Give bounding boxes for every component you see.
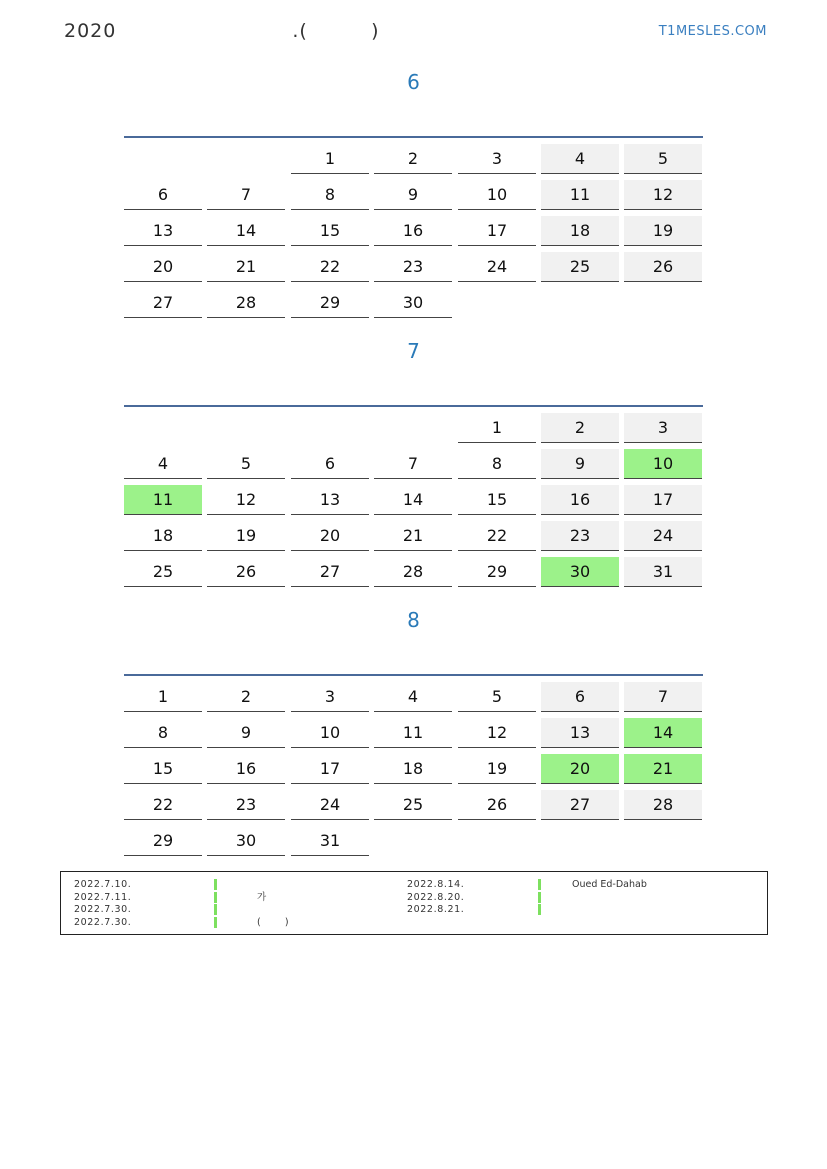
day-cell: 3 <box>458 144 536 174</box>
holiday-notes-box <box>60 871 768 935</box>
day-cell: 11 <box>541 180 619 210</box>
day-cell: 4 <box>541 144 619 174</box>
day-cell: 7 <box>624 682 702 712</box>
day-cell: 17 <box>624 485 702 515</box>
day-cell: 29 <box>291 288 369 318</box>
holiday-note-row <box>407 891 707 904</box>
day-cell: 26 <box>458 790 536 820</box>
holiday-note-row <box>407 903 707 916</box>
day-cell: 5 <box>207 449 285 479</box>
holiday-date: 2022.8.14. <box>407 879 465 890</box>
day-cell: 19 <box>207 521 285 551</box>
day-cell: 15 <box>291 216 369 246</box>
holiday-date: 2022.7.30. <box>74 916 132 928</box>
day-cell: 24 <box>624 521 702 551</box>
holiday-date: 2022.7.11. <box>74 891 132 903</box>
holiday-date: 2022.8.20. <box>407 891 465 903</box>
holiday-date: 2022.7.30. <box>74 904 132 915</box>
day-cell: 1 <box>124 682 202 712</box>
holiday-name: 가 <box>257 891 267 903</box>
day-cell: 19 <box>458 754 536 784</box>
day-cell: 26 <box>624 252 702 282</box>
day-cell: 3 <box>291 682 369 712</box>
day-cell: 16 <box>374 216 452 246</box>
month-top-rule <box>124 674 703 676</box>
holiday-date: 2022.8.21. <box>407 904 465 915</box>
holiday-name: Oued Ed-Dahab <box>572 879 647 890</box>
holiday-note-row <box>74 891 374 904</box>
holiday-day-cell: 14 <box>624 718 702 748</box>
day-cell: 29 <box>458 557 536 587</box>
day-cell: 21 <box>374 521 452 551</box>
day-cell: 2 <box>374 144 452 174</box>
day-cell: 21 <box>207 252 285 282</box>
holiday-day-cell: 10 <box>624 449 702 479</box>
day-cell: 13 <box>124 216 202 246</box>
site-link[interactable]: T1MESLES.COM <box>658 24 767 39</box>
day-cell: 6 <box>124 180 202 210</box>
day-cell: 11 <box>374 718 452 748</box>
day-cell: 9 <box>541 449 619 479</box>
day-cell: 22 <box>291 252 369 282</box>
day-cell: 27 <box>291 557 369 587</box>
day-cell: 28 <box>374 557 452 587</box>
day-cell: 6 <box>541 682 619 712</box>
day-cell: 31 <box>624 557 702 587</box>
day-cell: 25 <box>124 557 202 587</box>
day-cell: 20 <box>124 252 202 282</box>
page-header-title <box>64 20 380 42</box>
day-cell: 15 <box>458 485 536 515</box>
day-cell: 12 <box>207 485 285 515</box>
day-cell: 24 <box>291 790 369 820</box>
header-paren: .( ) <box>292 20 380 42</box>
holiday-marker <box>214 879 217 890</box>
month-top-rule <box>124 405 703 407</box>
day-cell: 28 <box>624 790 702 820</box>
holiday-day-cell: 30 <box>541 557 619 587</box>
day-cell: 22 <box>458 521 536 551</box>
holiday-note-row <box>74 903 374 916</box>
day-cell: 25 <box>374 790 452 820</box>
day-cell: 8 <box>458 449 536 479</box>
holiday-marker <box>214 892 217 903</box>
day-cell: 12 <box>624 180 702 210</box>
day-cell: 12 <box>458 718 536 748</box>
holiday-note-row <box>407 878 707 891</box>
day-cell: 19 <box>624 216 702 246</box>
day-cell: 22 <box>124 790 202 820</box>
holiday-marker <box>538 892 541 903</box>
day-cell: 30 <box>374 288 452 318</box>
day-cell: 16 <box>207 754 285 784</box>
month-calendar-6 <box>124 70 703 330</box>
holiday-marker <box>214 904 217 915</box>
day-cell: 4 <box>374 682 452 712</box>
day-cell: 24 <box>458 252 536 282</box>
holiday-date: 2022.7.10. <box>74 879 132 890</box>
holiday-day-cell: 20 <box>541 754 619 784</box>
day-cell: 9 <box>374 180 452 210</box>
day-cell: 10 <box>458 180 536 210</box>
day-cell: 3 <box>624 413 702 443</box>
day-cell: 29 <box>124 826 202 856</box>
day-cell: 10 <box>291 718 369 748</box>
day-cell: 2 <box>207 682 285 712</box>
month-title: 6 <box>407 70 420 94</box>
day-cell: 13 <box>541 718 619 748</box>
day-cell: 31 <box>291 826 369 856</box>
day-cell: 17 <box>458 216 536 246</box>
day-cell: 17 <box>291 754 369 784</box>
day-cell: 8 <box>124 718 202 748</box>
day-cell: 23 <box>541 521 619 551</box>
header-year: 2020 <box>64 20 117 42</box>
holiday-note-row <box>74 916 374 929</box>
day-cell: 1 <box>458 413 536 443</box>
day-cell: 18 <box>541 216 619 246</box>
holiday-day-cell: 11 <box>124 485 202 515</box>
day-cell: 15 <box>124 754 202 784</box>
holiday-day-cell: 21 <box>624 754 702 784</box>
day-cell: 18 <box>124 521 202 551</box>
day-cell: 30 <box>207 826 285 856</box>
day-cell: 23 <box>374 252 452 282</box>
day-cell: 27 <box>541 790 619 820</box>
holiday-marker <box>538 904 541 915</box>
day-cell: 2 <box>541 413 619 443</box>
day-cell: 26 <box>207 557 285 587</box>
day-cell: 20 <box>291 521 369 551</box>
day-cell: 14 <box>207 216 285 246</box>
day-cell: 28 <box>207 288 285 318</box>
day-cell: 14 <box>374 485 452 515</box>
day-cell: 9 <box>207 718 285 748</box>
day-cell: 4 <box>124 449 202 479</box>
month-title: 8 <box>407 608 420 632</box>
month-calendar-8 <box>124 608 703 868</box>
day-cell: 23 <box>207 790 285 820</box>
day-cell: 5 <box>458 682 536 712</box>
day-cell: 7 <box>374 449 452 479</box>
holiday-marker <box>214 917 217 928</box>
day-cell: 13 <box>291 485 369 515</box>
day-cell: 8 <box>291 180 369 210</box>
day-cell: 5 <box>624 144 702 174</box>
day-cell: 16 <box>541 485 619 515</box>
day-cell: 18 <box>374 754 452 784</box>
month-top-rule <box>124 136 703 138</box>
day-cell: 27 <box>124 288 202 318</box>
month-title: 7 <box>407 339 420 363</box>
day-cell: 6 <box>291 449 369 479</box>
day-cell: 7 <box>207 180 285 210</box>
holiday-marker <box>538 879 541 890</box>
holiday-name: ( ) <box>257 916 289 928</box>
day-cell: 25 <box>541 252 619 282</box>
day-cell: 1 <box>291 144 369 174</box>
holiday-note-row <box>74 878 374 891</box>
month-calendar-7 <box>124 339 703 599</box>
